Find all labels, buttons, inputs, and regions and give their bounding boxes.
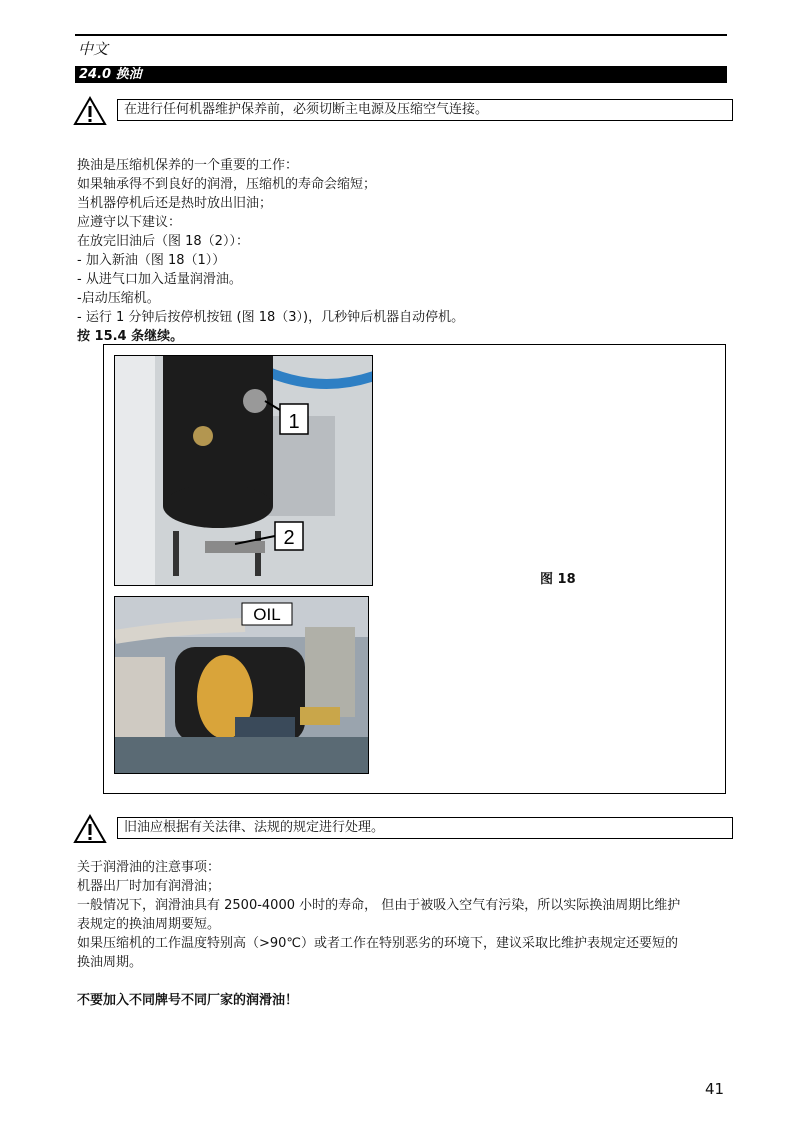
notes-line: 一般情况下，润滑油具有 2500-4000 小时的寿命， 但由于被吸入空气有污染，所以实际换油周期比维护	[77, 898, 681, 913]
language-label: 中文	[78, 40, 109, 58]
instruction-line: - 从进气口加入适量润滑油。	[77, 272, 242, 287]
instructions	[77, 156, 464, 346]
figure-caption: 图 18	[540, 572, 576, 587]
continue-instruction: 按 15.4 条继续。	[77, 329, 184, 344]
instruction-line: 在放完旧油后（图 18（2））：	[77, 234, 249, 249]
instruction-line: 如果轴承得不到良好的润滑，压缩机的寿命会缩短；	[77, 177, 377, 192]
notes-line: 换油周期。	[77, 955, 143, 970]
notes-heading: 关于润滑油的注意事项：	[77, 860, 221, 875]
oil-tank-photo	[114, 355, 373, 586]
instruction-line: 当机器停机后还是热时放出旧油；	[77, 196, 273, 211]
figure-label-oil: OIL	[253, 605, 281, 624]
notes-line: 机器出厂时加有润滑油；	[77, 879, 221, 894]
top-rule	[75, 34, 727, 36]
power-warning	[73, 96, 733, 122]
instruction-line: - 运行 1 分钟后按停机按钮 (图 18（3）)，几秒钟后机器自动停机。	[77, 310, 465, 325]
disposal-warning	[73, 814, 733, 840]
lubricant-notes	[77, 858, 732, 1010]
figure-label-2: 2	[283, 527, 295, 549]
notes-final-warning: 不要加入不同牌号不同厂家的润滑油！	[77, 993, 299, 1008]
warning-icon	[73, 814, 107, 844]
instruction-line: -启动压缩机。	[77, 291, 160, 306]
warning-icon	[73, 96, 107, 126]
instruction-line: - 加入新油（图 18（1））	[77, 253, 226, 268]
page-number: 41	[705, 1080, 725, 1098]
section-title: 24.0 换油	[75, 66, 727, 83]
oil-filter-photo	[114, 596, 369, 774]
instruction-line: 换油是压缩机保养的一个重要的工作：	[77, 158, 299, 173]
notes-line: 如果压缩机的工作温度特别高（>90℃）或者工作在特别恶劣的环境下，建议采取比维护表规定还要短的	[77, 936, 679, 951]
power-warning-text: 在进行任何机器维护保养前，必须切断主电源及压缩空气连接。	[117, 99, 733, 121]
instruction-line: 应遵守以下建议：	[77, 215, 182, 230]
figure-label-1: 1	[288, 411, 300, 433]
disposal-warning-text: 旧油应根据有关法律、法规的规定进行处理。	[117, 817, 733, 839]
notes-line: 表规定的换油周期要短。	[77, 917, 221, 932]
